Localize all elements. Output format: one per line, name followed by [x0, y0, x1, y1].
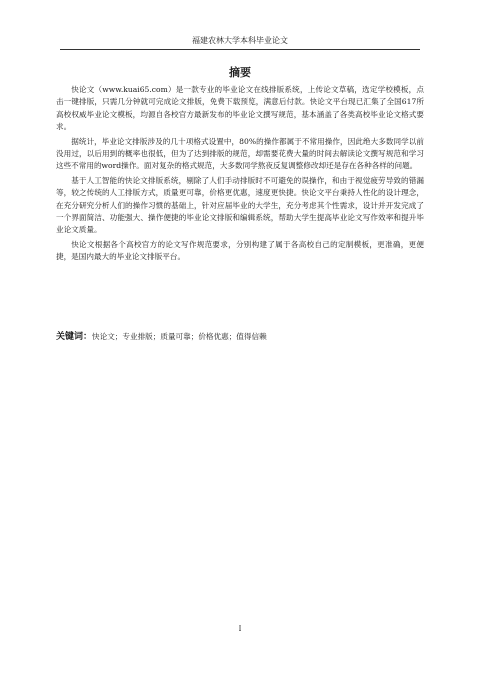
- keywords-label: 关键词：: [56, 332, 93, 342]
- abstract-paragraph: 基于人工智能的快论文排版系统，剔除了人们手动排版时不可避免的误操作，和由于视觉疲劳导致的错漏等，较之传统的人工排版方式，质量更可靠，价格更优惠，速度更快捷。快论文平台秉持人性化的设计理念，在充分研究分析人们的操作习惯的基础上，针对应届毕业的大学生，充分考虑其个性需求，设计并开发完成了一个界面简洁、功能强大、操作便捷的毕业论文排版和编辑系统，帮助大学生提高毕业论文写作效率和提升毕业论文质量。: [56, 176, 424, 235]
- abstract-paragraph: 据统计，毕业论文排版涉及的几十项格式设置中，80%的操作都属于不常用操作，因此绝大多数同学以前没用过，以后用到的概率也很低，但为了达到排版的规范，却需要花费大量的时间去解读论文撰写规范和学习这些不常用的word操作。面对复杂的格式规范，大多数同学熬夜反复调整修改却还是存在各种各样的问题。: [56, 136, 424, 171]
- abstract-body: [56, 84, 424, 266]
- abstract-title: 摘要: [229, 66, 251, 79]
- keywords-text: 快论文；专业排版；质量可靠；价格优惠；值得信赖: [92, 332, 267, 341]
- header-rule: [60, 49, 420, 50]
- abstract-paragraph: 快论文（www.kuai65.com）是一款专业的毕业论文在线排版系统，上传论文草稿，选定学校模板，点击一键排版，只需几分钟就可完成论文排版，免费下载预览，满意后付款。快论文平台现已汇集了全国617所高校权威毕业论文模板，均源自各校官方最新发布的毕业论文撰写规范，基本涵盖了各类高校毕业论文格式要求。: [56, 85, 424, 131]
- keywords-line: [56, 331, 424, 343]
- running-header: 福建农林大学本科毕业论文: [192, 36, 288, 45]
- abstract-paragraph: 快论文根据各个高校官方的论文写作规范要求，分别构建了属于各高校自己的定制模板，更准确，更便捷，是国内最大的毕业论文排版平台。: [56, 240, 424, 262]
- page-number: I: [238, 625, 242, 633]
